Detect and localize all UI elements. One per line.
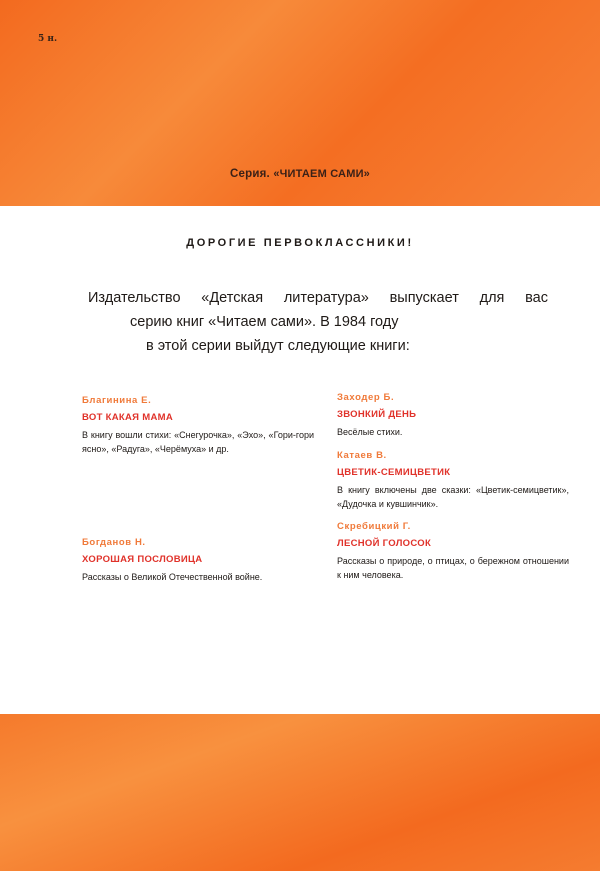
book-author: Богданов Н. [82, 537, 146, 548]
book-title: ЗВОНКИЙ ДЕНЬ [337, 409, 417, 420]
book-title: ЦВЕТИК-СЕМИЦВЕТИК [337, 467, 451, 478]
bottom-orange-band [0, 714, 600, 871]
intro-line-1: Издательство «Детская литература» выпускает для вас [88, 290, 548, 306]
book-author: Скребицкий Г. [337, 521, 411, 532]
intro-line-2: серию книг «Читаем сами». В 1984 году [130, 314, 399, 330]
intro-paragraph [88, 286, 548, 358]
series-prefix: Серия. [230, 168, 270, 180]
intro-line-3: в этой серии выйдут следующие книги: [146, 338, 410, 354]
book-entry [337, 391, 569, 439]
book-author: Заходер Б. [337, 392, 395, 403]
book-description: Рассказы о природе, о птицах, о бережном отношении к ним человека. [337, 556, 569, 580]
book-description: В книгу включены две сказки: «Цветик-семицветик», «Дудочка и кувшинчик». [337, 485, 569, 509]
book-description: В книгу вошли стихи: «Снегурочка», «Эхо», «Гори-гори ясно», «Радуга», «Черёмуха» и др. [82, 430, 314, 454]
book-author: Благинина Е. [82, 395, 152, 406]
book-description: Весёлые стихи. [337, 427, 403, 437]
book-description: Рассказы о Великой Отечественной войне. [82, 572, 263, 582]
greeting-heading: ДОРОГИЕ ПЕРВОКЛАССНИКИ! [186, 237, 414, 249]
series-heading [0, 168, 600, 180]
book-entry [82, 536, 314, 584]
book-author: Катаев В. [337, 450, 387, 461]
book-entry [82, 394, 314, 456]
book-title: ЛЕСНОЙ ГОЛОСОК [337, 538, 432, 549]
book-title: ВОТ КАКАЯ МАМА [82, 412, 173, 423]
series-name: «ЧИТАЕМ САМИ» [273, 168, 370, 180]
book-entry [337, 520, 569, 582]
book-title: ХОРОШАЯ ПОСЛОВИЦА [82, 554, 203, 565]
book-entry [337, 449, 569, 511]
page-number: 5 н. [38, 34, 58, 44]
